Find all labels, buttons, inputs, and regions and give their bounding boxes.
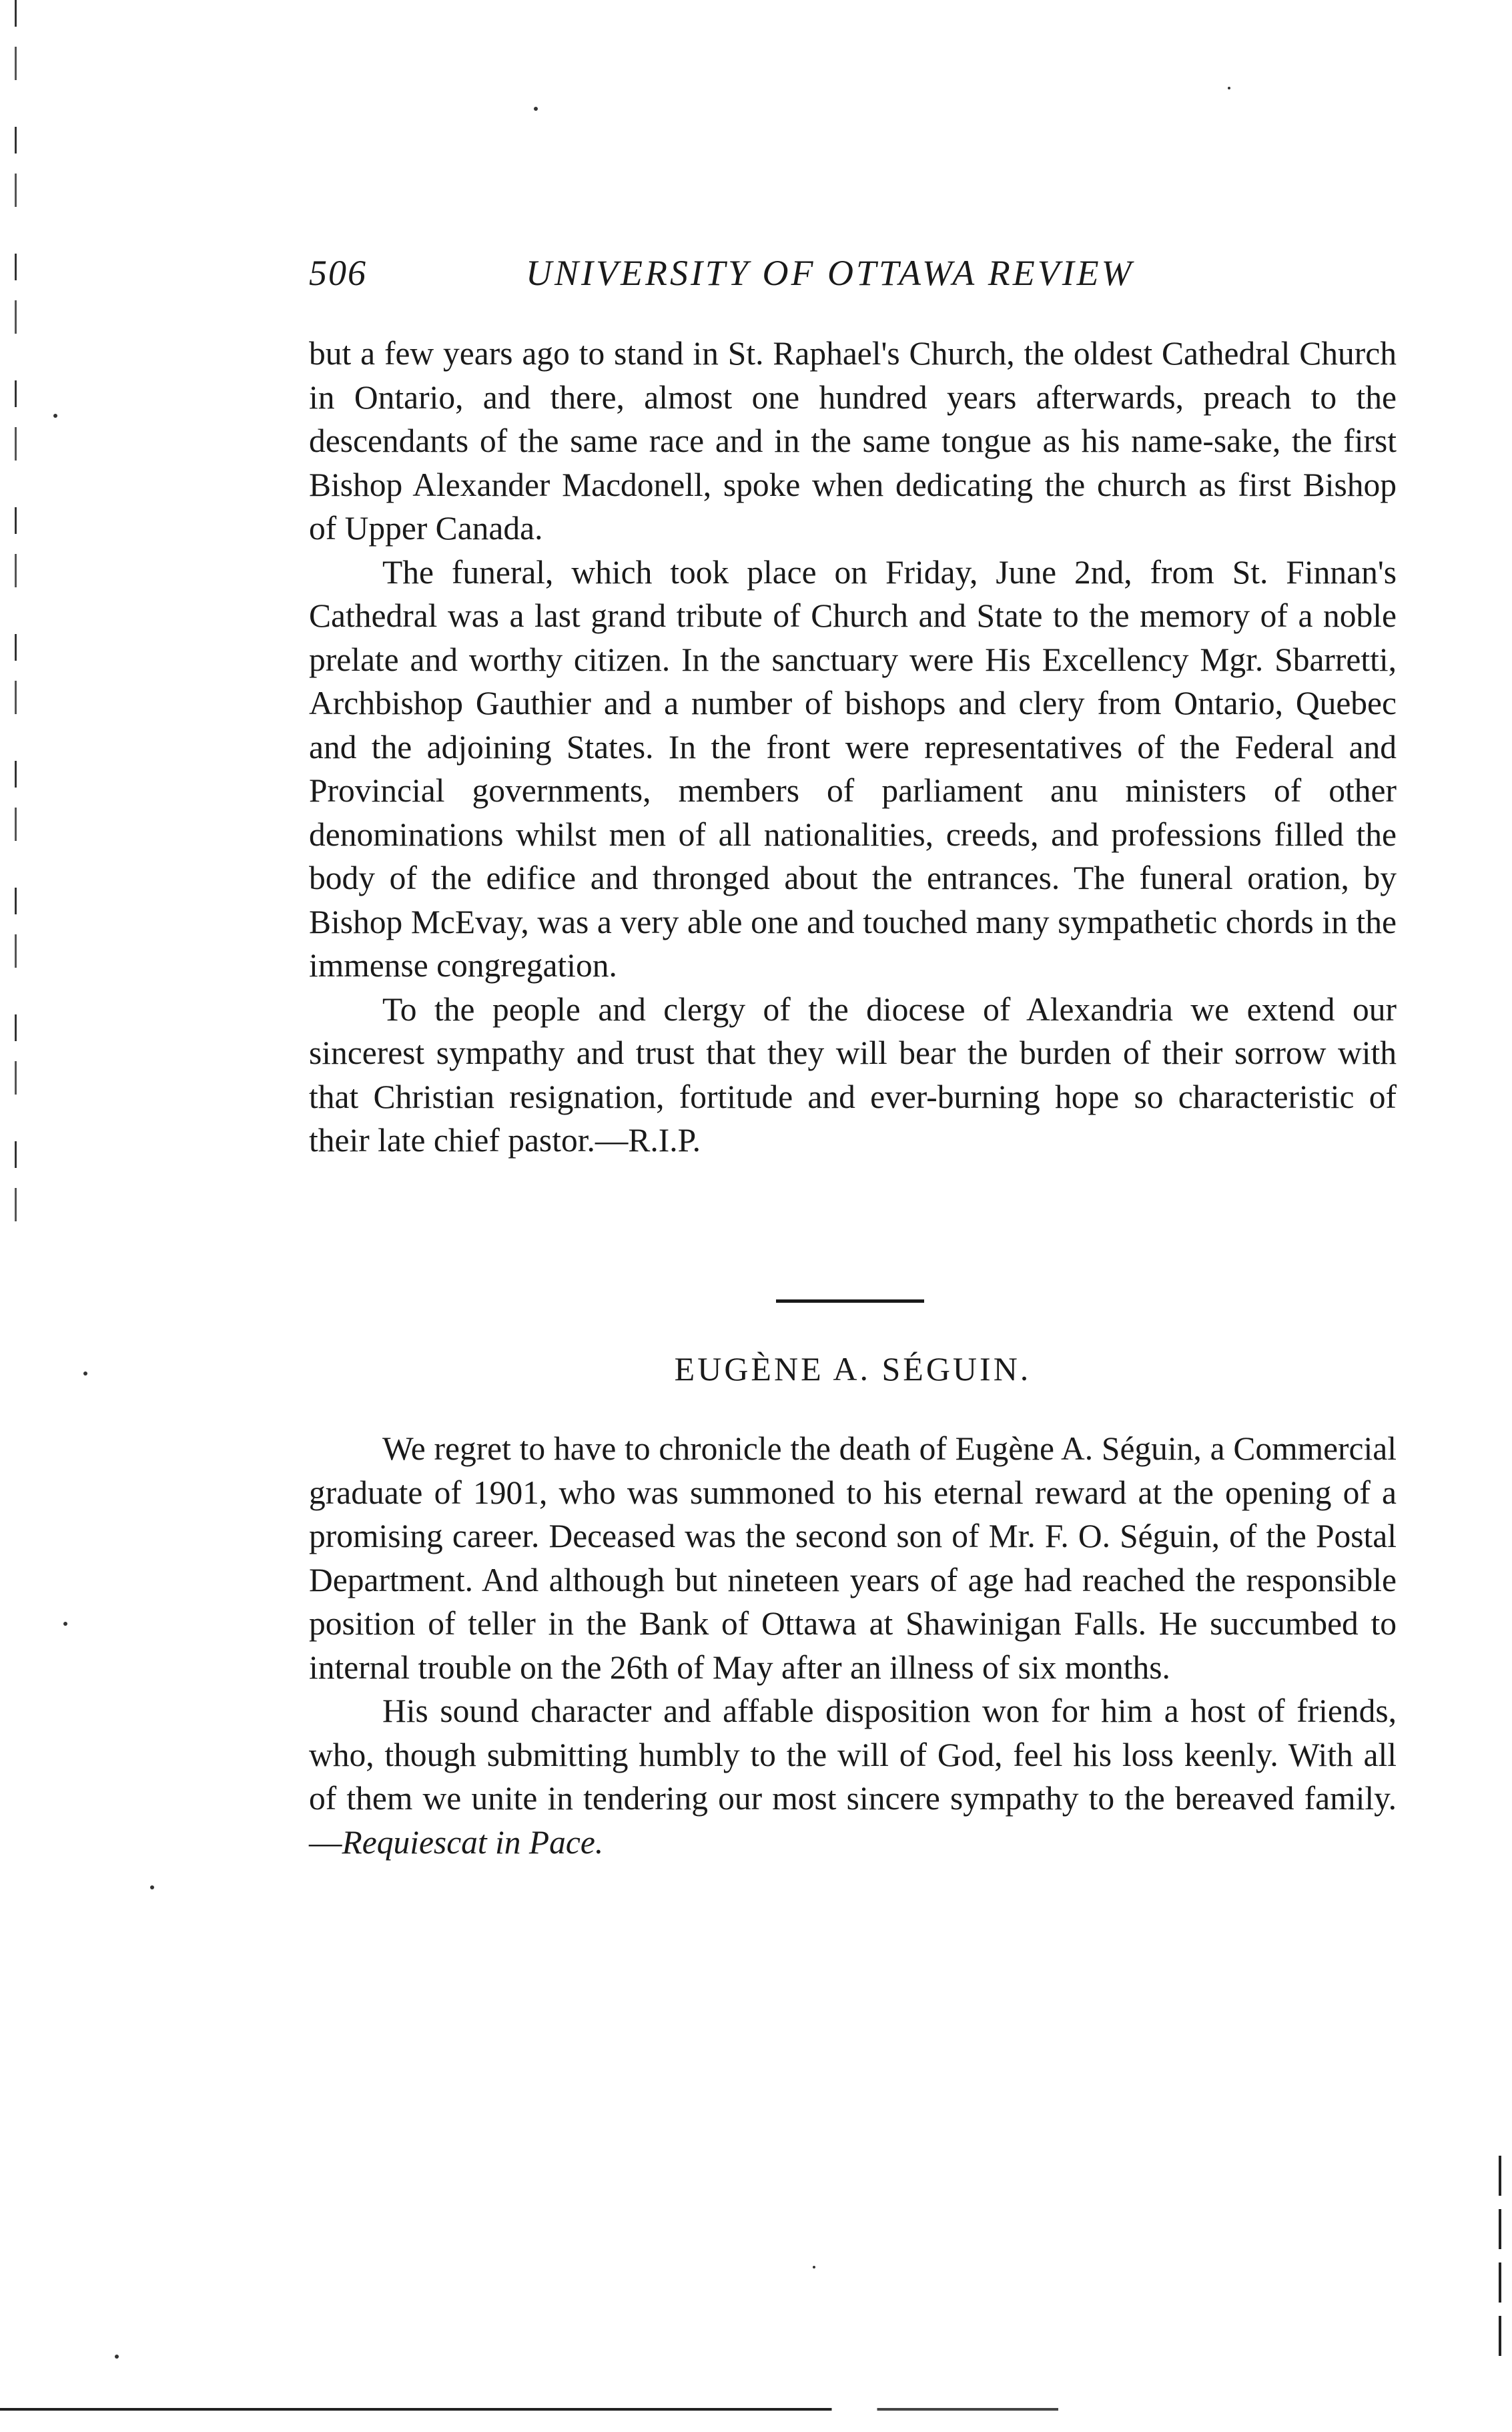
closing-benediction: Requiescat in Pace.	[342, 1823, 604, 1861]
obituary-body	[309, 1427, 1397, 1864]
obituary-heading: EUGÈNE A. SÉGUIN.	[674, 1350, 1032, 1388]
journal-title: UNIVERSITY OF OTTAWA REVIEW	[526, 253, 1134, 293]
scan-speck	[83, 1372, 87, 1376]
scan-speck	[150, 1885, 154, 1889]
closing-text: His sound character and affable disposition won for him a host of friends, who, though submitting humbly to the will of God, feel his loss keenly. With all of them we unite in tendering our most sincere sympathy to the bereaved family.—	[309, 1693, 1397, 1861]
article-continuation	[309, 332, 1397, 1163]
scan-speck	[813, 2266, 815, 2268]
running-head	[309, 252, 1397, 299]
scan-right-edge-artifact	[1499, 2156, 1501, 2363]
scan-speck	[115, 2355, 119, 2359]
scan-speck	[53, 414, 57, 418]
section-divider	[776, 1299, 924, 1303]
scan-speck	[534, 107, 538, 111]
paragraph: We regret to have to chronicle the death of Eugène A. Séguin, a Commercial graduate of 1901, who was summoned to his eternal reward at the opening of a promising career. Deceased was the second son of Mr. F. O. Séguin, of the Postal Department. And although but nineteen years of age had reached the responsible position of teller in the Bank of Ottawa at Shawinigan Falls. He succumbed to internal trouble on the 26th of May after an illness of six months.	[309, 1430, 1397, 1686]
closing-paragraph	[309, 1689, 1397, 1864]
scan-bottom-edge-artifact	[0, 2408, 1512, 2411]
scan-margin-artifact	[15, 0, 17, 1235]
page-number: 506	[309, 253, 367, 293]
scan-speck	[1228, 87, 1230, 89]
paragraph: To the people and clergy of the diocese of Alexandria we extend our sincerest sympathy and trust that they will bear the burden of their sorrow with that Christian resignation, fortitude and ever-burning hope so characteristic of their late chief pastor.—R.I.P.	[309, 990, 1397, 1159]
paragraph: The funeral, which took place on Friday, June 2nd, from St. Finnan's Cathedral was a last grand tribute of Church and State to the memory of a noble prelate and worthy citizen. In the sanctuary were His Excellency Mgr. Sbarretti, Archbishop Gauthier and a number of bishops and clery from Ontario, Quebec and the adjoining States. In the front were representatives of the Federal and Provincial governments, members of parliament anu ministers of other denominations whilst men of all nationalities, creeds, and professions filled the body of the edifice and thronged about the entrances. The funeral oration, by Bishop McEvay, was a very able one and touched many sympathetic chords in the immense congregation.	[309, 553, 1397, 984]
scan-speck	[63, 1622, 67, 1626]
paragraph: but a few years ago to stand in St. Raphael's Church, the oldest Cathedral Church in Ontario, and there, almost one hundred years afterwards, preach to the descendants of the same race and in the same tongue as his name-sake, the first Bishop Alexander Macdonell, spoke when dedicating the church as first Bishop of Upper Canada.	[309, 335, 1397, 547]
